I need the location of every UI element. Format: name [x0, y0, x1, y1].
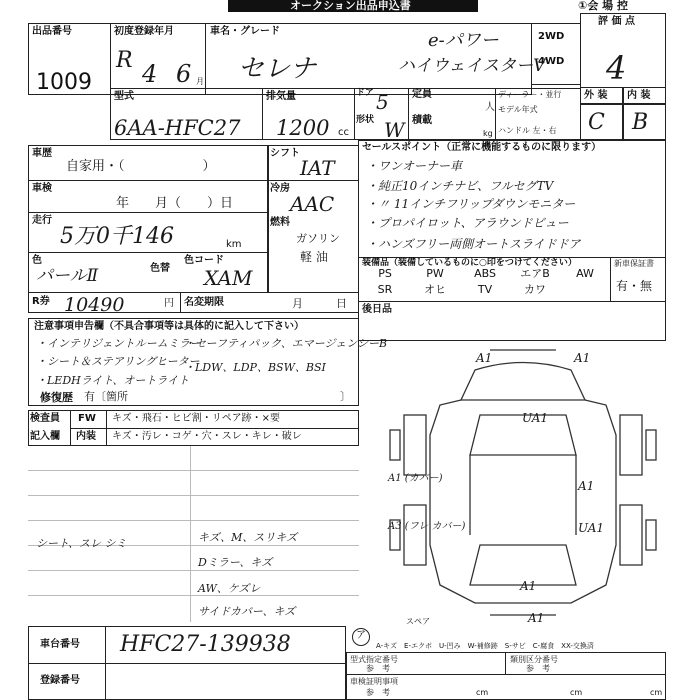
fuel-label: 燃料 — [270, 217, 290, 228]
damage-mark-front-left: A1 — [476, 351, 493, 365]
note-line-2: ・セーフティパック、エマージェンシーB — [184, 337, 388, 350]
exterior-label: 外 装 — [584, 90, 608, 101]
repair-value: 有〔箇所 — [84, 390, 128, 403]
divider — [190, 446, 191, 622]
equipment-item: エアB — [520, 267, 550, 280]
ruled-line — [28, 470, 359, 471]
displacement-label: 排気量 — [266, 91, 296, 102]
after-items-label: 後日品 — [362, 304, 392, 315]
fuel-diesel: 軽 油 — [300, 250, 328, 264]
name-change-label: 名変期限 — [184, 297, 224, 308]
shape-label: 形状 — [356, 115, 375, 125]
fuel-gasoline: ガソリン — [296, 232, 340, 245]
evaluation-label: 評 価 点 — [598, 16, 635, 27]
usage-value: 自家用・（ ） — [66, 159, 216, 174]
chassis-label: 車台番号 — [40, 639, 80, 650]
divider — [505, 652, 506, 674]
ruled-line — [28, 495, 359, 496]
mileage-unit: km — [226, 239, 242, 250]
registration-year: 4 — [142, 60, 158, 88]
divider — [105, 663, 106, 700]
equipment-item: TV — [477, 283, 493, 296]
damage-mark-hood: UA1 — [522, 411, 549, 425]
inspector-right-note-3: AW、ケズレ — [198, 582, 261, 595]
model-label: 型式 — [114, 91, 134, 102]
note-line-3: ・シート＆ステアリングヒーター — [36, 355, 200, 368]
color-code-label: 色コード — [184, 255, 224, 266]
capacity-unit: 人 — [485, 102, 495, 113]
inspector-fw-head: FW — [78, 413, 96, 424]
size-unit-2: cm — [570, 688, 583, 697]
model-code: 6AA-HFC27 — [114, 116, 241, 140]
spare-label: スペア — [406, 617, 430, 626]
shift-value: IAT — [300, 156, 335, 180]
header-title: オークション出品申込書 — [290, 0, 411, 12]
mileage-value: 5万0千146 — [60, 224, 174, 249]
damage-mark-rear: A1 — [528, 611, 545, 625]
lot-number-label: 出品番号 — [32, 26, 72, 37]
capacity-label: 定員 — [412, 89, 432, 100]
damage-mark-right-door: A1 — [578, 479, 595, 493]
dealer-label: ディーラー・並行 — [498, 90, 562, 99]
note-line-5: ・LDW、LDP、BSW、BSI — [184, 361, 326, 374]
shape: W — [384, 118, 405, 142]
inspector-fw-text: キズ・飛石・ヒビ割・リペア跡・×要 — [112, 413, 280, 424]
mileage-label: 走行 — [32, 215, 52, 226]
divider — [622, 87, 624, 140]
inspector-label-2: 記入欄 — [30, 431, 60, 442]
divider — [346, 674, 666, 675]
damage-mark-left-cover: A1 (カバー) — [388, 473, 443, 484]
sales-point-4: ・プロパイロット、アラウンドビュー — [366, 216, 569, 230]
divider — [28, 180, 359, 181]
registration-era: R — [116, 48, 133, 73]
ruled-line — [28, 570, 359, 571]
interior-label: 内 装 — [627, 90, 651, 101]
damage-mark-left-rear: A3 (フレ カバー) — [388, 521, 466, 532]
inspector-right-note-4: サイドカバー、キズ — [198, 605, 296, 618]
sales-point-2: ・純正10インチナビ、フルセグTV — [366, 179, 554, 193]
recycle-unit: 円 — [164, 298, 174, 309]
inspector-right-note-1: キズ、M、スリキズ — [198, 531, 298, 544]
warranty-label: 新車保証書 — [614, 259, 654, 268]
load-label: 積載 — [412, 115, 432, 126]
equipment-item: ABS — [474, 267, 496, 280]
car-name: セレナ — [238, 54, 317, 84]
divider — [70, 428, 359, 429]
exterior-grade: C — [588, 110, 605, 135]
size-unit-3: cm — [650, 688, 663, 697]
inspection-label: 車検 — [32, 183, 52, 194]
divider — [580, 103, 666, 105]
size-label: 車検証明事項 — [350, 677, 398, 686]
ac-label: 冷房 — [270, 183, 290, 194]
load-unit: kg — [483, 129, 493, 138]
type-cert-ref: 参 考 — [366, 664, 390, 673]
inspector-label-1: 検査員 — [30, 413, 60, 424]
evaluation-score: 4 — [606, 49, 627, 87]
sales-points-title: セールスポイント（正常に機能するものに限ります） — [362, 142, 602, 153]
sales-point-5: ・ハンズフリー両側オートスライドドア — [366, 237, 581, 251]
after-items-box — [358, 301, 666, 341]
damage-mark-front-right: A1 — [574, 351, 591, 365]
divider — [105, 626, 106, 664]
ac-value: AAC — [290, 192, 335, 216]
damage-mark-right-rear: UA1 — [578, 521, 605, 535]
ruled-line — [28, 520, 359, 521]
handle-label: ハンドル 左・右 — [498, 126, 557, 135]
sales-point-3: ・〃 11インチフリップダウンモニター — [366, 197, 576, 211]
model-year-label: モデル年式 — [498, 105, 538, 114]
displacement-unit: cc — [338, 127, 349, 138]
repair-close: 〕 — [340, 390, 351, 403]
damage-mark-roof: A1 — [520, 579, 537, 593]
drive-4wd: 4WD — [538, 56, 565, 67]
color-no-label: 色替 — [150, 263, 170, 274]
car-name-label: 車名・グレード — [210, 26, 280, 37]
equipment-item: PS — [378, 267, 392, 280]
equipment-title: 装備品（装備しているものに○印をつけてください） — [362, 258, 577, 268]
recycle-label: R券 — [32, 296, 50, 307]
color-label: 色 — [32, 255, 42, 266]
registration-month: 6 — [176, 60, 192, 88]
divider — [28, 212, 268, 213]
divider — [180, 292, 181, 313]
inspector-right-note-2: Dミラー、キズ — [198, 556, 273, 569]
chassis-number: HFC27-139938 — [120, 632, 291, 657]
name-change-value: 月 日 — [292, 297, 347, 310]
notes-title: 注意事項申告欄（不具合事項等は具体的に記入して下さい） — [34, 321, 304, 332]
inspection-value: 年 月（ ）日 — [116, 196, 234, 211]
sales-point-1: ・ワンオーナー車 — [366, 159, 463, 173]
drive-2wd: 2WD — [538, 31, 565, 42]
equipment-item: PW — [426, 267, 444, 280]
size-unit-1: cm — [476, 688, 489, 697]
type-cert-label: 型式指定番号 — [350, 655, 398, 664]
recycle-amount: 10490 — [64, 294, 125, 316]
registration-label: 登録番号 — [40, 675, 80, 686]
equipment-item: オヒ — [424, 283, 446, 296]
repair-label: 修復歴 — [40, 391, 73, 404]
equipment-item: AW — [576, 267, 594, 280]
color-code: XAM — [204, 266, 253, 290]
interior-grade: B — [632, 110, 649, 135]
legend-symbol-text: ア — [356, 630, 366, 641]
equipment-item: カワ — [524, 283, 546, 296]
ruled-line — [28, 595, 359, 596]
month-unit: 月 — [196, 77, 204, 86]
note-line-1: ・インテリジェントルームミラー — [36, 337, 201, 350]
shift-label: シフト — [270, 148, 300, 159]
venue-copy-label: ①会 場 控 — [578, 0, 628, 12]
size-ref: 参 考 — [366, 688, 390, 697]
inspector-interior-head: 内装 — [76, 431, 96, 442]
note-line-4: ・LEDHライト、オートライト — [36, 374, 190, 387]
grade-line-1: e-パワー — [428, 30, 499, 51]
usage-label: 車歴 — [32, 148, 52, 159]
inspector-interior-text: キズ・汚レ・コゲ・穴・スレ・キレ・破レ — [112, 431, 302, 442]
grade-line-2: ハイウェイスターV — [398, 56, 546, 76]
inspector-left-note: シート、スレ シミ — [36, 537, 127, 550]
divider — [28, 252, 268, 253]
doors-label: ドア — [356, 88, 374, 98]
equipment-item: SR — [377, 283, 393, 296]
doors: 5 — [376, 90, 389, 114]
lot-number: 1009 — [36, 70, 92, 95]
first-registration-label: 初度登録年月 — [114, 26, 174, 37]
damage-legend: A-キズ E-エクボ U-凹み W-補修跡 S-サビ C-腐食 XX-交換済 — [376, 642, 594, 650]
class-ref: 参 考 — [526, 664, 550, 673]
class-label: 類別区分番号 — [510, 655, 558, 664]
displacement: 1200 — [276, 116, 330, 140]
color-value: パールⅡ — [36, 266, 99, 286]
warranty-value: 有・無 — [616, 279, 653, 293]
divider — [267, 145, 269, 293]
